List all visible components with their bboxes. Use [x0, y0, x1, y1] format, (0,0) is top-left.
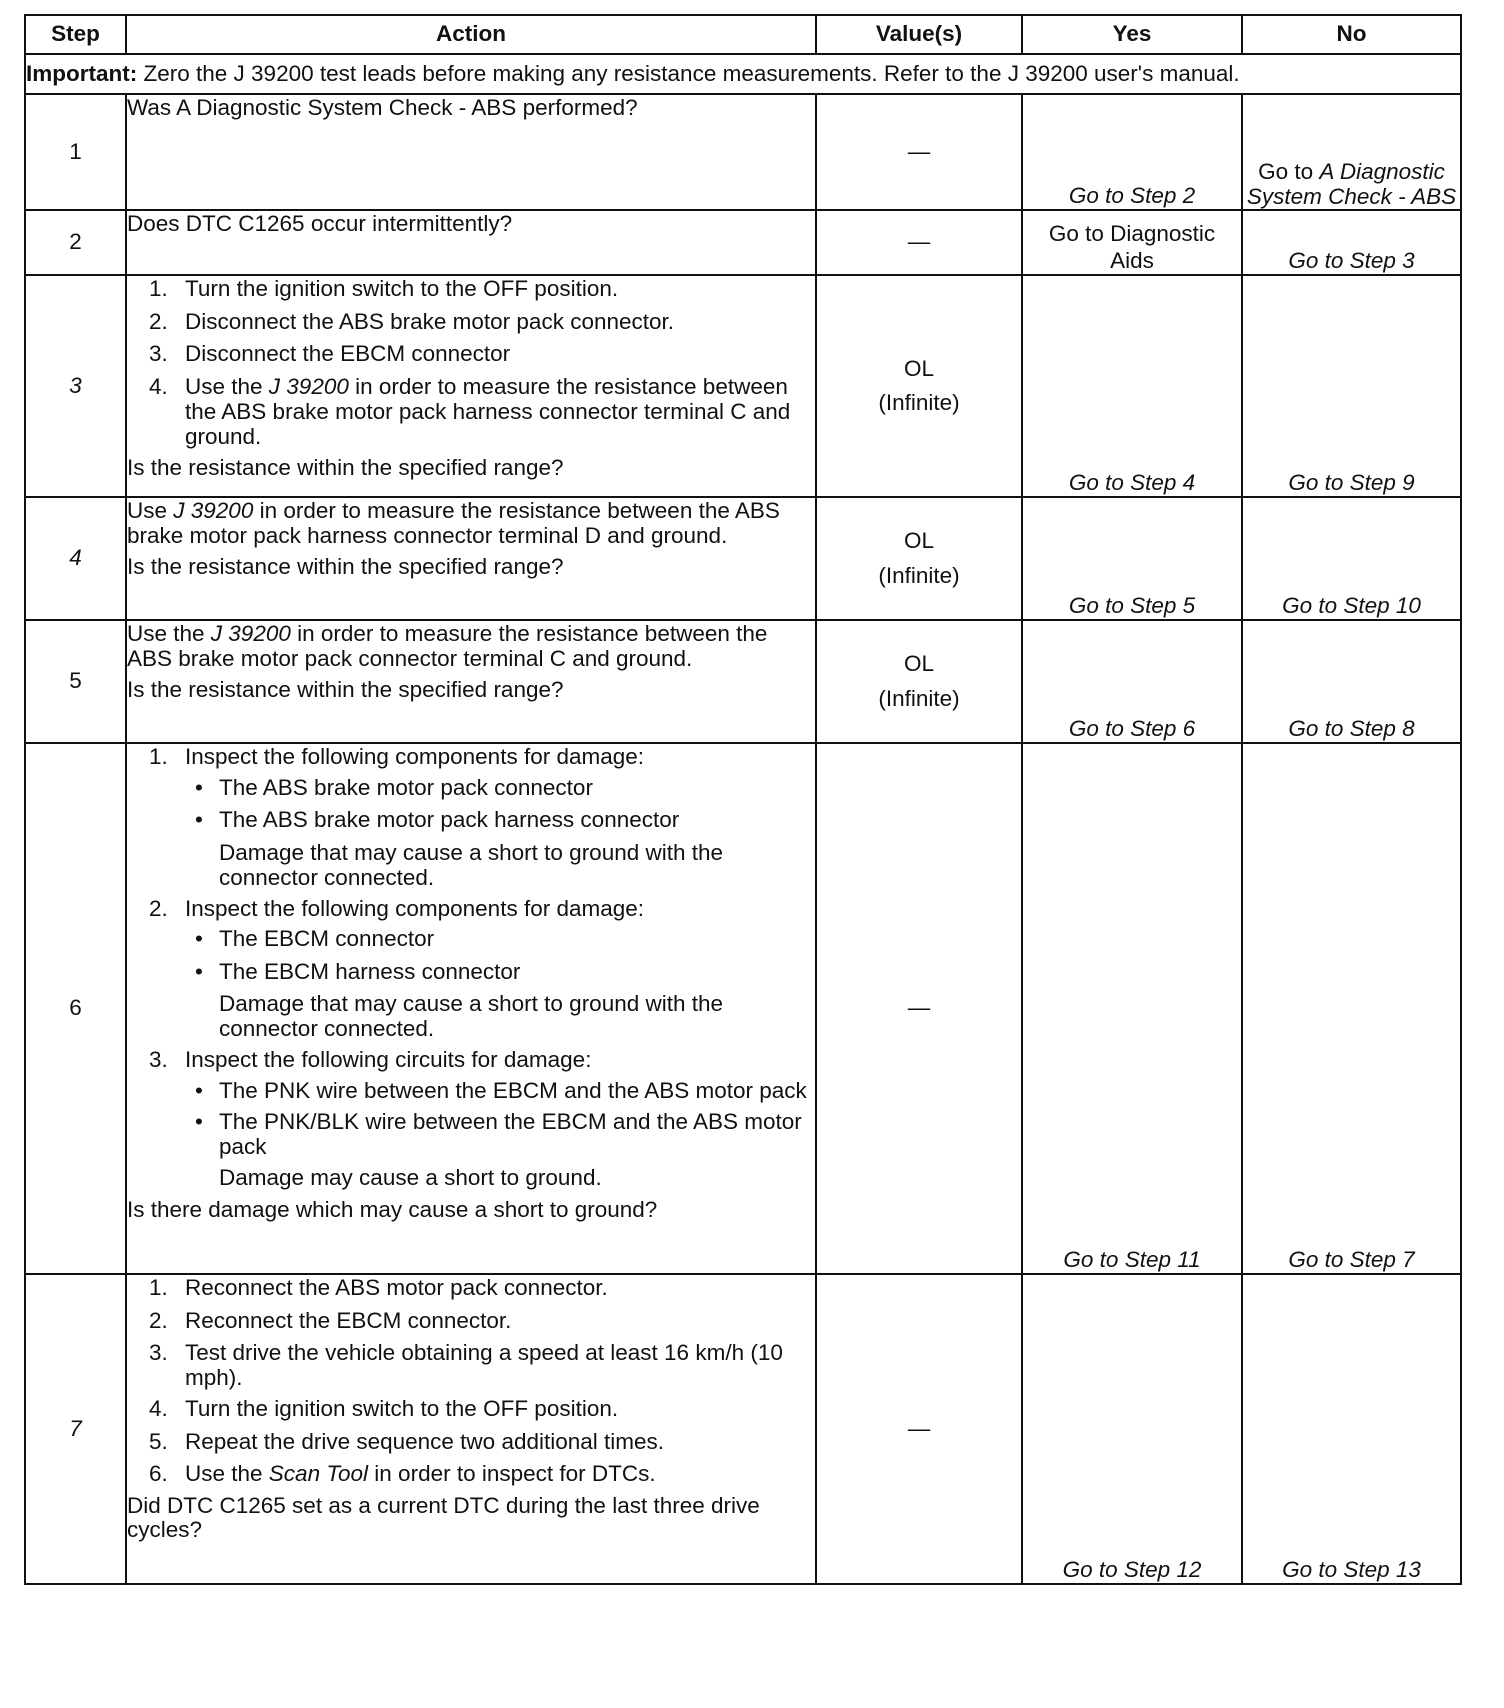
- step-text: Inspect the following components for damage:: [185, 895, 645, 921]
- value-cell: [816, 620, 1022, 743]
- header-values: Value(s): [816, 15, 1022, 54]
- no-cell: [1242, 743, 1461, 1274]
- value-secondary: (Infinite): [878, 562, 960, 588]
- bullet-item: • The ABS brake motor pack connector: [185, 775, 815, 802]
- procedure-list: [127, 276, 815, 449]
- yes-text: Go to Diagnostic Aids: [1048, 221, 1216, 273]
- value-text: —: [907, 1415, 931, 1441]
- step-text: Use: [127, 498, 174, 523]
- action-text: Was A Diagnostic System Check - ABS performed?: [127, 95, 638, 120]
- procedure-step: [127, 374, 815, 449]
- action-instruction: [127, 498, 815, 548]
- yes-text: Go to Step 5: [1068, 592, 1196, 618]
- question-text: Is the resistance within the specified range?: [127, 677, 564, 702]
- bullet-list: [185, 1078, 815, 1159]
- bullet-item: • The PNK/BLK wire between the EBCM and the ABS motor pack: [185, 1109, 815, 1159]
- no-text: Go to Step 9: [1288, 469, 1415, 495]
- table-row: [25, 94, 1461, 210]
- bullet-list: [185, 926, 815, 985]
- important-note: [25, 54, 1461, 94]
- header-step: Step: [25, 15, 126, 54]
- no-cell: [1242, 497, 1461, 620]
- action-cell: [126, 620, 816, 743]
- damage-note: Damage that may cause a short to ground with the connector connected.: [219, 839, 724, 890]
- step-number: 6: [25, 743, 126, 1274]
- yes-cell: [1022, 275, 1242, 497]
- yes-cell: [1022, 210, 1242, 275]
- action-cell: [126, 497, 816, 620]
- value-cell: [816, 1274, 1022, 1584]
- action-cell: [126, 94, 816, 210]
- action-cell: [126, 1274, 816, 1584]
- step-text: Inspect the following components for damage:: [185, 744, 645, 769]
- step-number: 2: [25, 210, 126, 275]
- tool-name: J 39200: [210, 621, 291, 646]
- yes-text: Go to Step 2: [1068, 182, 1196, 208]
- step-text: Use the: [127, 621, 211, 646]
- question-text: Is the resistance within the specified range?: [127, 454, 564, 480]
- value-cell: [816, 210, 1022, 275]
- step-text: in order to measure the resistance between the ABS brake motor pack harness connector terminal C and ground.: [185, 373, 791, 449]
- no-text: Go to Step 3: [1288, 247, 1415, 273]
- tool-name: Scan Tool: [268, 1461, 369, 1486]
- header-yes: Yes: [1022, 15, 1242, 54]
- no-text: Go to Step 13: [1282, 1556, 1421, 1582]
- table-row: [25, 1274, 1461, 1584]
- procedure-step: [127, 1047, 815, 1191]
- table-row: [25, 275, 1461, 497]
- question-text: Is the resistance within the specified range?: [127, 554, 564, 579]
- procedure-list: [127, 1275, 815, 1488]
- diagnostic-table: [24, 14, 1462, 1585]
- question-text: Did DTC C1265 set as a current DTC during the last three drive cycles?: [127, 1492, 760, 1542]
- important-row: [25, 54, 1461, 94]
- procedure-step: 5. Repeat the drive sequence two additional times.: [127, 1429, 815, 1456]
- step-text: in order to inspect for DTCs.: [368, 1461, 656, 1486]
- important-text: Zero the J 39200 test leads before making any resistance measurements. Refer to the J 39200 user's manual.: [137, 60, 1240, 86]
- value-cell: [816, 275, 1022, 497]
- yes-text: Go to Step 4: [1068, 469, 1196, 495]
- procedure-step: 4. Turn the ignition switch to the OFF position.: [127, 1396, 815, 1423]
- no-text-link: A Diagnostic System Check - ABS: [1246, 159, 1457, 209]
- value-primary: OL: [903, 651, 934, 676]
- value-text: —: [907, 229, 931, 255]
- procedure-step: [127, 896, 815, 1042]
- tool-name: J 39200: [268, 373, 349, 399]
- value-primary: OL: [903, 355, 934, 381]
- action-text: Does DTC C1265 occur intermittently?: [127, 211, 513, 236]
- action-cell: [126, 275, 816, 497]
- step-text: in order to measure the resistance between the ABS brake motor pack harness connector terminal D and ground.: [127, 498, 780, 548]
- damage-note: Damage that may cause a short to ground with the connector connected.: [219, 991, 724, 1041]
- yes-text: Go to Step 12: [1062, 1556, 1202, 1582]
- no-text-prefix: Go to: [1258, 159, 1320, 184]
- value-cell: [816, 743, 1022, 1274]
- value-cell: [816, 497, 1022, 620]
- important-label: Important:: [26, 60, 138, 86]
- value-secondary: (Infinite): [878, 390, 960, 415]
- value-text: —: [907, 138, 931, 164]
- bullet-item: • The EBCM harness connector: [185, 959, 815, 986]
- procedure-step: [127, 744, 815, 890]
- procedure-step: 1. Turn the ignition switch to the OFF position.: [127, 276, 815, 303]
- procedure-step: 3. Disconnect the EBCM connector: [127, 341, 815, 368]
- step-text: Use the: [185, 1461, 269, 1486]
- no-cell: [1242, 275, 1461, 497]
- bullet-item: • The ABS brake motor pack harness connector: [185, 807, 815, 834]
- yes-text: Go to Step 6: [1068, 715, 1196, 741]
- yes-cell: [1022, 94, 1242, 210]
- table-row: [25, 497, 1461, 620]
- value-primary: OL: [903, 528, 934, 553]
- table-row: [25, 743, 1461, 1274]
- yes-cell: [1022, 620, 1242, 743]
- step-number: 4: [25, 497, 126, 620]
- action-instruction: [127, 621, 815, 671]
- yes-cell: [1022, 743, 1242, 1274]
- header-action: Action: [126, 15, 816, 54]
- yes-cell: [1022, 1274, 1242, 1584]
- procedure-list: [127, 744, 815, 1191]
- procedure-step: 3. Test drive the vehicle obtaining a speed at least 16 km/h (10 mph).: [127, 1340, 815, 1390]
- step-number: 5: [25, 620, 126, 743]
- no-text: Go to Step 8: [1288, 715, 1415, 741]
- action-cell: [126, 743, 816, 1274]
- procedure-step: 2. Disconnect the ABS brake motor pack connector.: [127, 309, 815, 336]
- step-text: in order to measure the resistance between the ABS brake motor pack connector terminal C and ground.: [127, 621, 768, 671]
- action-cell: [126, 210, 816, 275]
- table-row: [25, 210, 1461, 275]
- yes-text: Go to Step 11: [1063, 1246, 1201, 1272]
- step-text: Inspect the following circuits for damage:: [185, 1047, 592, 1072]
- value-cell: [816, 94, 1022, 210]
- bullet-item: • The PNK wire between the EBCM and the ABS motor pack: [185, 1078, 815, 1103]
- value-secondary: (Infinite): [878, 685, 960, 711]
- bullet-list: [185, 775, 815, 834]
- header-no: No: [1242, 15, 1461, 54]
- step-text: Use the: [185, 373, 269, 399]
- value-text: —: [907, 995, 931, 1021]
- no-cell: [1242, 1274, 1461, 1584]
- damage-note: Damage may cause a short to ground.: [219, 1164, 602, 1190]
- yes-cell: [1022, 497, 1242, 620]
- header-row: [25, 15, 1461, 54]
- no-cell: [1242, 210, 1461, 275]
- no-text: Go to Step 10: [1282, 592, 1421, 618]
- tool-name: J 39200: [173, 498, 254, 523]
- no-cell: [1242, 94, 1461, 210]
- step-number: 3: [25, 275, 126, 497]
- question-text: Is there damage which may cause a short to ground?: [127, 1197, 658, 1222]
- procedure-step: 2. Reconnect the EBCM connector.: [127, 1308, 815, 1335]
- procedure-step: 1. Reconnect the ABS motor pack connector.: [127, 1275, 815, 1302]
- no-text: Go to Step 7: [1288, 1246, 1415, 1272]
- procedure-step: [127, 1461, 815, 1488]
- bullet-item: • The EBCM connector: [185, 926, 815, 953]
- table-row: [25, 620, 1461, 743]
- step-number: 1: [25, 94, 126, 210]
- step-number: 7: [25, 1274, 126, 1584]
- no-cell: [1242, 620, 1461, 743]
